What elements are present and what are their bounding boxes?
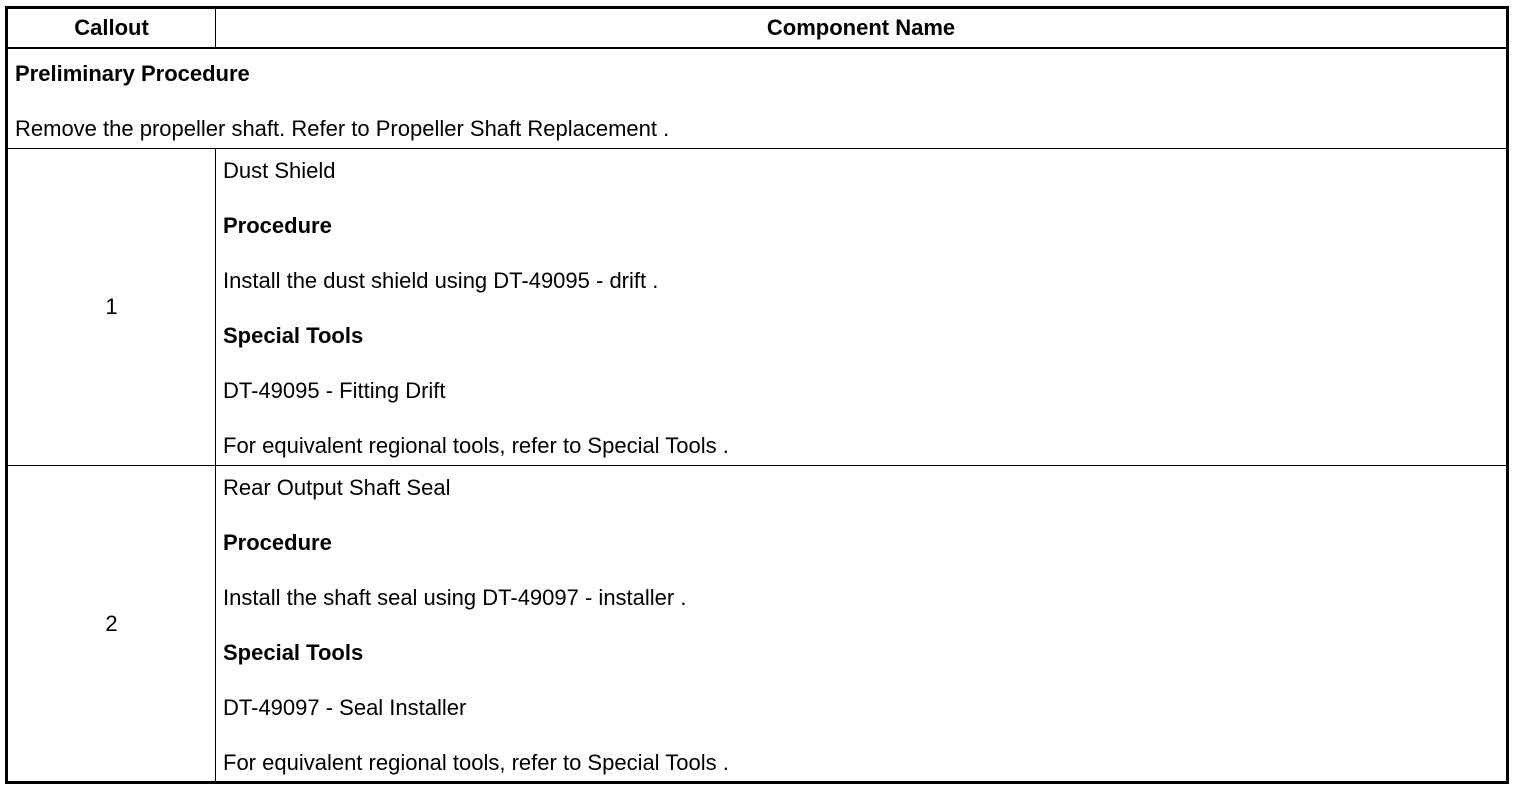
procedure-heading: Procedure (223, 530, 332, 555)
component-cell (216, 466, 1506, 781)
component-name: Dust Shield (223, 158, 336, 183)
preliminary-procedure-row (8, 49, 1506, 149)
component-cell (216, 149, 1506, 465)
special-tool-entry: DT-49095 - Fitting Drift (223, 378, 446, 403)
special-tools-heading: Special Tools (223, 323, 364, 348)
procedure-text: Install the shaft seal using DT-49097 - installer . (223, 585, 687, 610)
preliminary-procedure-heading: Preliminary Procedure (15, 61, 250, 86)
table-row (8, 149, 1506, 466)
callout-number: 1 (8, 149, 216, 465)
regional-tools-note: For equivalent regional tools, refer to Special Tools . (223, 433, 729, 458)
procedure-text: Install the dust shield using DT-49095 - drift . (223, 268, 659, 293)
table-row (8, 466, 1506, 781)
table-header-row (8, 9, 1506, 49)
special-tool-entry: DT-49097 - Seal Installer (223, 695, 467, 720)
callout-column-header: Callout (8, 9, 216, 47)
component-name: Rear Output Shaft Seal (223, 475, 451, 500)
component-name-column-header: Component Name (766, 15, 956, 40)
component-table (5, 6, 1509, 784)
preliminary-procedure-text: Remove the propeller shaft. Refer to Propeller Shaft Replacement . (15, 116, 670, 141)
procedure-heading: Procedure (223, 213, 332, 238)
callout-number: 2 (8, 466, 216, 781)
special-tools-heading: Special Tools (223, 640, 364, 665)
regional-tools-note: For equivalent regional tools, refer to Special Tools . (223, 750, 729, 775)
